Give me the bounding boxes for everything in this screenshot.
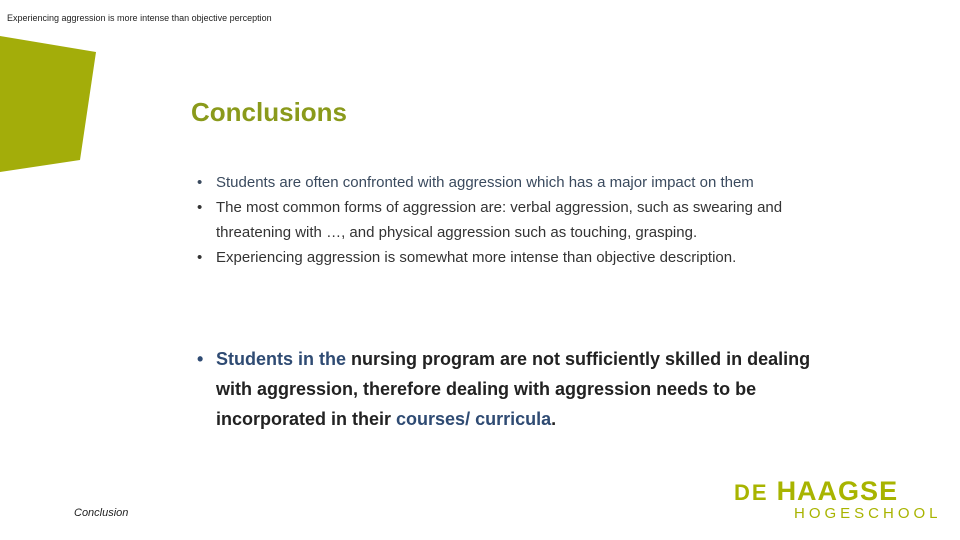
bullet-marker: •: [197, 199, 203, 216]
bullet-text: The most common forms of aggression are: verbal aggression, such as swearing and threatening with …, and physical aggression such as touching, grasping.: [216, 199, 783, 241]
bullet-marker: •: [197, 174, 203, 191]
key-conclusion-list: [197, 344, 817, 434]
bullet-text: Students are often confronted with aggression which has a major impact on them: [216, 174, 754, 191]
bullet-item: [197, 195, 817, 245]
slide-heading: Conclusions: [191, 97, 348, 127]
key-conclusion-part1: Students in the: [216, 349, 346, 369]
logo-main: HAAGSE: [776, 476, 899, 506]
de-haagse-hogeschool-logo: [734, 476, 944, 524]
logo-prefix: DE: [734, 480, 769, 505]
key-conclusion-part4: .: [551, 409, 557, 429]
decorative-green-shape: [0, 0, 110, 180]
bullet-marker: •: [197, 249, 203, 266]
slide-footer: Conclusion: [74, 507, 129, 519]
logo-line2: HOGESCHOOL: [794, 505, 942, 522]
bullet-marker: •: [197, 349, 204, 369]
bullet-item: [197, 245, 817, 270]
bullet-item: [197, 170, 817, 195]
bullet-list: [197, 170, 817, 270]
slide-top-title: Experiencing aggression is more intense than objective perception: [7, 13, 272, 23]
logo-line1: [734, 476, 898, 507]
key-conclusion-part3: courses/ curricula: [396, 409, 552, 429]
key-conclusion-part2: nursing program are not sufficiently skilled in dealing with aggression, therefore dealing with aggression needs to be incorporated in their: [216, 349, 811, 429]
bullet-text: Experiencing aggression is somewhat more intense than objective description.: [216, 249, 737, 266]
key-conclusion-item: [197, 344, 817, 434]
